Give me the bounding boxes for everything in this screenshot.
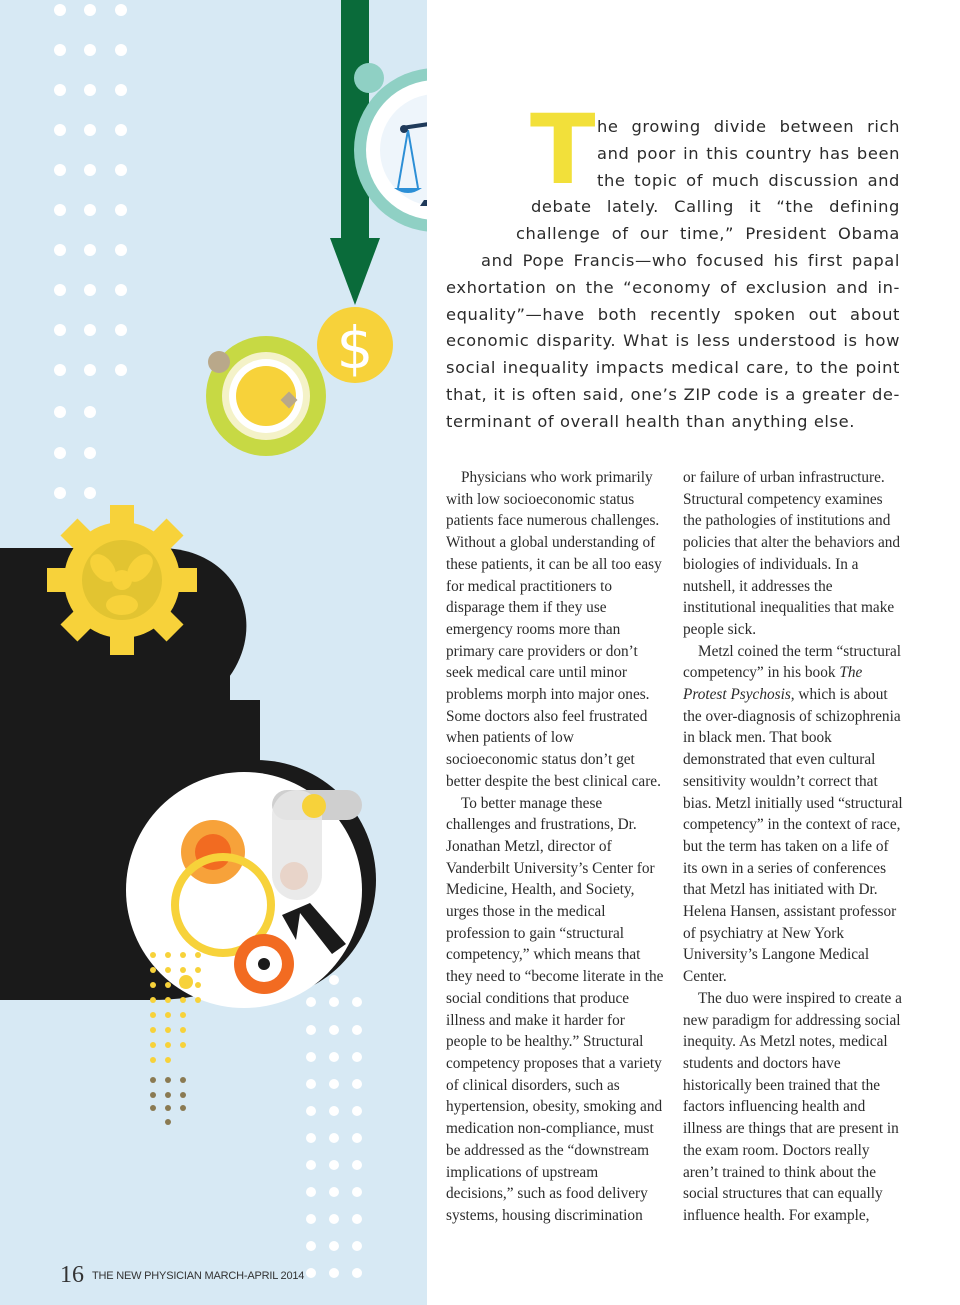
intro-line: challenge of our time,” President Obama — [516, 224, 900, 244]
book-title: The Protest Psychosis, — [683, 664, 863, 704]
dollar-symbol: $ — [336, 314, 374, 382]
body-text: which is about the over-diagnosis of schizophrenia in black men. That book demonstrated that even cultural sensitivity wouldn’t correct that bias. Metzl initially used “structural competency” in the context of race, but the term has taken on a life of its own in a series of conferences that Metzl has initiated with Dr. Helena Hansen, assistant professor of psychiatry at New York University’s Langone Medical Center. — [683, 686, 903, 986]
intro-line: terminant of overall health than anything else. — [446, 411, 856, 431]
dropcap: T — [530, 94, 596, 206]
intro-line: economic disparity. What is less understood is how — [446, 331, 900, 351]
dot-grid-bottom — [306, 997, 362, 1278]
body-column-2 — [683, 467, 905, 1227]
intro-line: social inequality impacts medical care, to the point — [446, 358, 900, 378]
intro-line: the topic of much discussion and — [597, 170, 900, 190]
intro-line: equality”—have both recently spoken out about — [446, 304, 900, 324]
body-text: Metzl coined the term “structural competency” in his book — [683, 642, 902, 682]
illustration-panel — [0, 0, 427, 1305]
intro-line: debate lately. Calling it “the defining — [531, 197, 900, 217]
intro-paragraph — [446, 94, 900, 436]
illustration — [0, 0, 427, 1305]
body-paragraph: Physicians who work primarily with low socioeconomic status patients face numerous challenges. Without a global understanding of these patients, it can be all too easy for medical practitioners to disparage them if they use emergency rooms more than primary care providers or don’t seek medical care until minor problems morph into major ones. Some doctors also feel frustrated when patients of low socioeconomic status don’t get better despite the best clinical care. — [446, 469, 662, 790]
lime-coin-icon — [206, 336, 326, 456]
publication-name: THE NEW PHYSICIAN MARCH-APRIL 2014 — [92, 1269, 305, 1282]
body-paragraph — [683, 641, 905, 988]
intro-line: he growing divide between rich — [597, 117, 900, 136]
dot-grid-brown — [150, 1077, 186, 1125]
intro-line: that, it is often said, one’s ZIP code is a greater de- — [446, 384, 900, 404]
gear-icon — [47, 505, 197, 655]
body-paragraph: To better manage these challenges and frustrations, Dr. Jonathan Metzl, director of Vanderbilt University’s Center for Medicine, Health, and Society, urges those in the medical profession to gain “structural competency,” which means that they need to “become literate in the social conditions that produce illness and make it harder for people to be healthy.” Structural competency proposes that a variety of clinical disorders, such as hypertension, obesity, smoking and medication non-compliance, must be addressed as the “downstream implications of upstream decisions,” such as food delivery systems, housing discrimination — [446, 794, 664, 1224]
clock-dial — [126, 772, 362, 1008]
intro-line: exhortation on the “economy of exclusion and in- — [446, 277, 900, 297]
intro-line: and Pope Francis—who focused his first papal — [481, 250, 900, 270]
body-paragraph: The duo were inspired to create a new paradigm for addressing social inequity. As Metzl notes, medical students and doctors have historically been trained that the factors influencing health and illness are things that are present in the exam room. Doctors really aren’t trained to think about the social structures that can equally influence health. For example, — [683, 989, 902, 1224]
page-footer — [60, 1262, 304, 1289]
dot-grid-top — [54, 4, 127, 499]
dollar-coin-icon — [317, 307, 393, 383]
intro-line: and poor in this country has been — [597, 143, 900, 163]
page-number: 16 — [60, 1262, 84, 1288]
body-column-1 — [446, 467, 668, 1227]
body-paragraph: or failure of urban infrastructure. Structural competency examines the pathologies of institutions and policies that alter the behaviors and biologies of individuals. In a nutshell, it addresses the institutional inequalities that make people sick. — [683, 469, 901, 638]
